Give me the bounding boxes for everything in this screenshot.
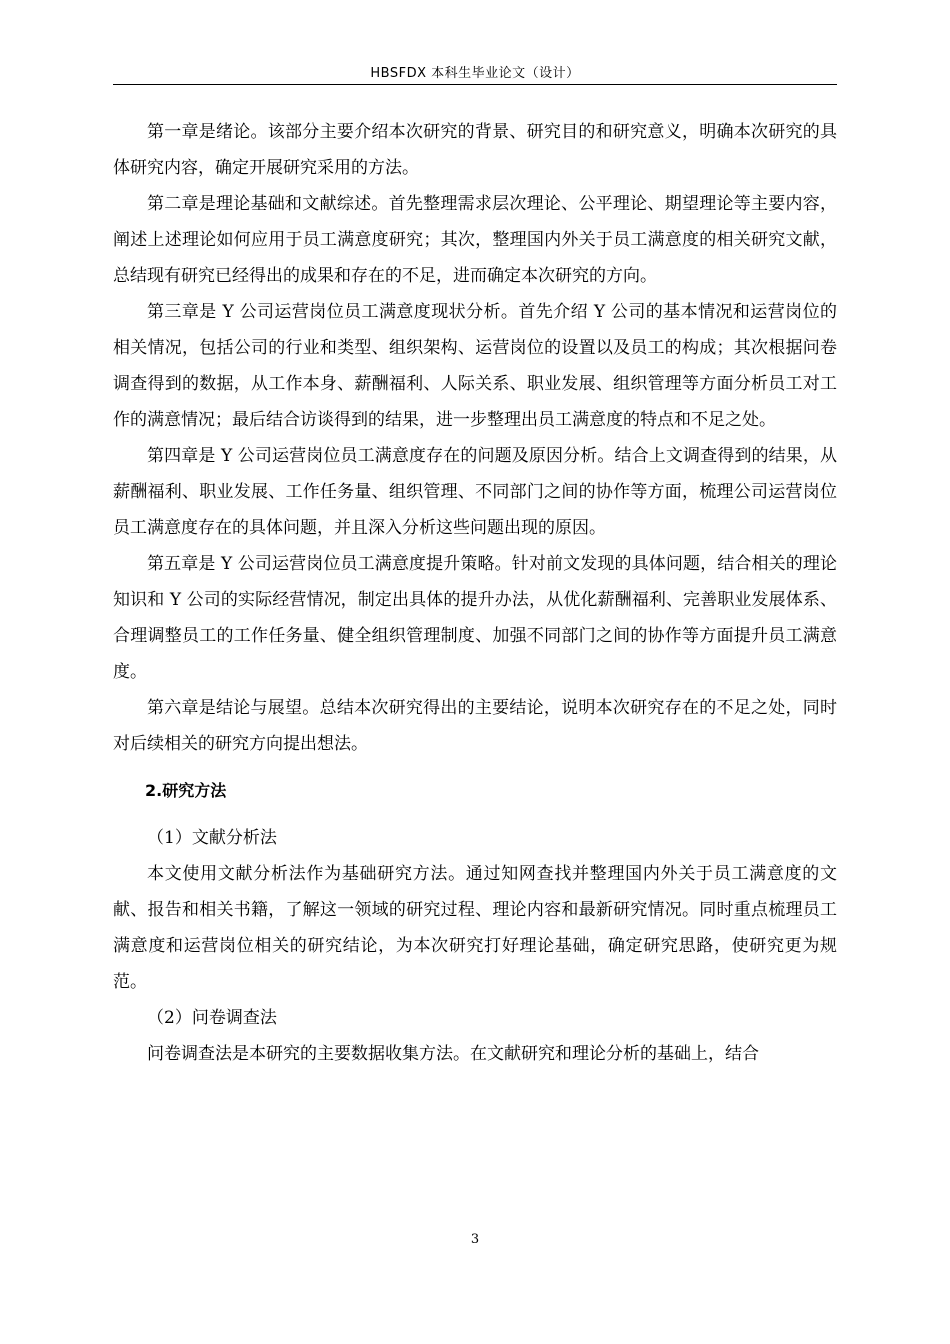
- subsection-questionnaire-survey: （2）问卷调查法: [147, 1008, 277, 1028]
- paragraph-chapter-3: 第三章是 Y 公司运营岗位员工满意度现状分析。首先介绍 Y 公司的基本情况和运营岗位的相关情况，包括公司的行业和类型、组织架构、运营岗位的设置以及员工的构成；其次根据问卷调查得到的数据，从工作本身、薪酬福利、人际关系、职业发展、组织管理等方面分析员工对工作的满意情况；最后结合访谈得到的结果，进一步整理出员工满意度的特点和不足之处。: [113, 302, 837, 430]
- paragraph-chapter-1: 第一章是绪论。该部分主要介绍本次研究的背景、研究目的和研究意义，明确本次研究的具体研究内容，确定开展研究采用的方法。: [113, 122, 837, 178]
- paragraph-chapter-6: 第六章是结论与展望。总结本次研究得出的主要结论，说明本次研究存在的不足之处，同时对后续相关的研究方向提出想法。: [113, 698, 837, 754]
- paragraph-chapter-5: 第五章是 Y 公司运营岗位员工满意度提升策略。针对前文发现的具体问题，结合相关的理论知识和 Y 公司的实际经营情况，制定出具体的提升办法，从优化薪酬福利、完善职业发展体系、合理调整员工的工作任务量、健全组织管理制度、加强不同部门之间的协作等方面提升员工满意度。: [113, 554, 837, 682]
- page-header: HBSFDX 本科生毕业论文（设计）: [113, 64, 837, 85]
- subsection-literature-analysis: （1）文献分析法: [147, 828, 277, 848]
- paragraph-questionnaire-survey: 问卷调查法是本研究的主要数据收集方法。在文献研究和理论分析的基础上，结合: [147, 1044, 759, 1064]
- paragraph-literature-analysis: 本文使用文献分析法作为基础研究方法。通过知网查找并整理国内外关于员工满意度的文献、报告和相关书籍，了解这一领域的研究过程、理论内容和最新研究情况。同时重点梳理员工满意度和运营岗位相关的研究结论，为本次研究打好理论基础，确定研究思路，使研究更为规范。: [113, 864, 837, 992]
- paragraph-chapter-2: 第二章是理论基础和文献综述。首先整理需求层次理论、公平理论、期望理论等主要内容，阐述上述理论如何应用于员工满意度研究；其次，整理国内外关于员工满意度的相关研究文献，总结现有研究已经得出的成果和存在的不足，进而确定本次研究的方向。: [113, 194, 837, 286]
- page-number: 3: [470, 1232, 480, 1247]
- section-heading-research-methods: 2.研究方法: [145, 781, 227, 800]
- document-body: [113, 114, 837, 1072]
- paragraph-chapter-4: 第四章是 Y 公司运营岗位员工满意度存在的问题及原因分析。结合上文调查得到的结果，从薪酬福利、职业发展、工作任务量、组织管理、不同部门之间的协作等方面，梳理公司运营岗位员工满意度存在的具体问题，并且深入分析这些问题出现的原因。: [113, 446, 837, 538]
